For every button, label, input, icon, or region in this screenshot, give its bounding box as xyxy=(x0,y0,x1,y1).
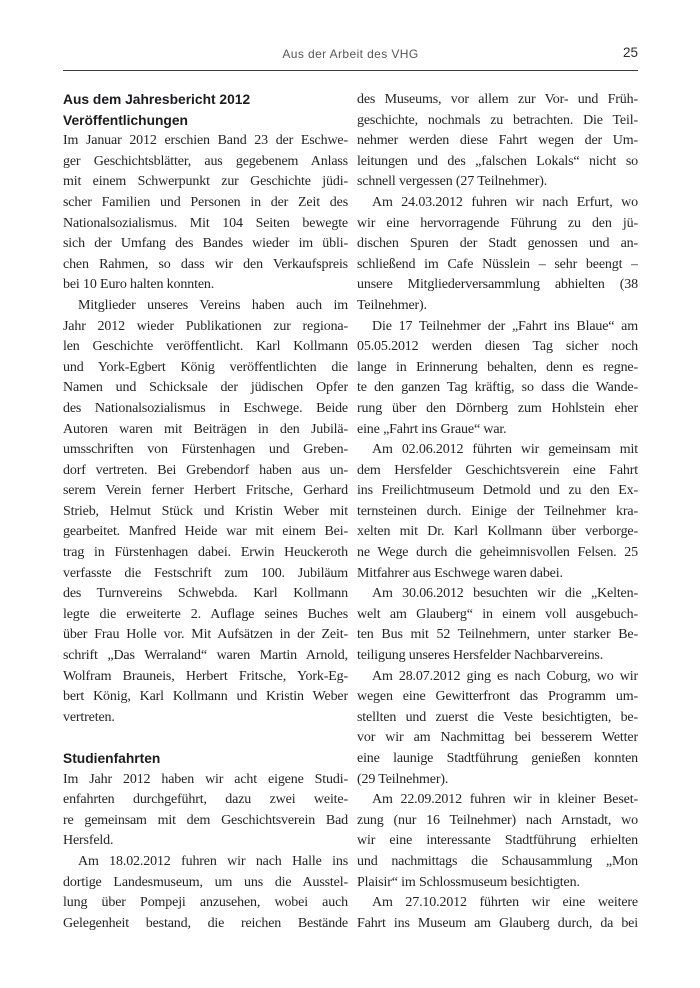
text-line: wegen eine Gewitterfront das Programm um- xyxy=(357,689,638,705)
text-line: Teilnehmer). xyxy=(357,297,427,313)
text-line: schnell vergessen (27 Teilnehmer). xyxy=(357,174,548,190)
text-line: chen Rahmen, so dass wir den Verkaufspreis xyxy=(63,256,348,272)
text-line: Im Januar 2012 erschien Band 23 der Eschwe- xyxy=(63,133,348,149)
text-line: wir eine interessante Stadtführung erhielten xyxy=(357,833,638,849)
text-line: Hersfeld. xyxy=(63,833,114,849)
text-line: geschichte, nochmals zu betrachten. Die Teil- xyxy=(357,112,638,128)
header-rule xyxy=(63,70,638,71)
text-line: Strieb, Helmut Stück und Kristin Weber mit xyxy=(63,503,348,519)
text-line: nehmer werden diese Fahrt wegen der Um- xyxy=(357,133,638,149)
text-line: über Frau Holle vor. Mit Aufsätzen in der Zeit- xyxy=(63,627,348,643)
text-columns xyxy=(63,90,638,936)
text-line: gearbeitet. Manfred Heide war mit einem Bei- xyxy=(63,524,348,540)
column-right xyxy=(357,90,638,934)
text-line: ternsteinen durch. Einige der Teilnehmer kra- xyxy=(357,503,638,519)
text-line: Namen und Schicksale der jüdischen Opfer xyxy=(63,380,348,396)
text-line: Autoren waren mit Beiträgen in den Jubilä- xyxy=(63,421,348,437)
text-line: (29 Teilnehmer). xyxy=(357,771,449,787)
text-line: Am 30.06.2012 besuchten wir die „Kelten- xyxy=(372,586,638,602)
text-line: lung über Pompeji anzusehen, wobei auch xyxy=(63,895,348,911)
text-line: Am 18.02.2012 fuhren wir nach Halle ins xyxy=(78,853,348,869)
text-line: wir eine hervorragende Führung zu den jü- xyxy=(357,215,638,231)
text-line: serem Verein ferner Herbert Fritsche, Gerhard xyxy=(63,483,348,499)
text-line: ger Geschichtsblätter, aus gegebenem Anlass xyxy=(63,153,348,169)
text-line: teiligung unseres Hersfelder Nachbarvereins. xyxy=(357,648,604,664)
text-line: verfasste die Festschrift zum 100. Jubiläum xyxy=(63,565,348,581)
text-line: trag in Fürstenhagen dabei. Erwin Heuckeroth xyxy=(63,545,348,561)
text-line: eine launige Stadtführung genießen konnten xyxy=(357,751,638,766)
text-line: re gemeinsam mit dem Geschichtsverein Bad xyxy=(63,812,348,828)
text-line: enfahrten durchgeführt, dazu zwei weite- xyxy=(63,792,348,808)
text-line: leitungen und des „falschen Lokals“ nicht so xyxy=(357,153,638,169)
text-line: xelten mit Dr. Karl Kollmann über verborge- xyxy=(357,524,638,540)
text-line: Mitfahrer aus Eschwege waren dabei. xyxy=(357,565,563,581)
text-line: unsere Mitgliederversammlung abhielten (38 xyxy=(357,277,638,293)
text-line: schließend im Cafe Nüsslein – sehr beengt – xyxy=(357,256,638,272)
text-line: zung (nur 16 Teilnehmer) nach Arnstadt, wo xyxy=(357,812,638,828)
text-line: legte die erweiterte 2. Auflage seines Buches xyxy=(63,606,348,622)
text-line: rung über den Dörnberg zum Hohlstein eher xyxy=(357,400,638,416)
text-line: scher Familien und Personen in der Zeit des xyxy=(63,194,348,210)
text-line: Die 17 Teilnehmer der „Fahrt ins Blaue“ am xyxy=(372,318,638,334)
text-line: Am 02.06.2012 führten wir gemeinsam mit xyxy=(372,442,638,458)
text-line: Am 24.03.2012 fuhren wir nach Erfurt, wo xyxy=(372,194,638,210)
text-line: eine „Fahrt ins Graue“ war. xyxy=(357,421,507,437)
text-line: umsschriften von Fürstenhagen und Greben- xyxy=(63,442,348,458)
text-line: ten Bus mit 52 Teilnehmern, unter starker Be- xyxy=(357,627,638,643)
text-line: lange in Erinnerung behalten, denn es regne- xyxy=(357,359,638,375)
text-line: ne Wege durch die geheimnisvollen Felsen. 25 xyxy=(357,545,638,561)
text-line: welt am Glauberg“ in einem voll ausgebuch- xyxy=(357,606,638,622)
section-heading: Studienfahrten xyxy=(63,751,161,766)
text-line: bert König, Karl Kollmann und Kristin Weber xyxy=(63,689,348,705)
section-heading: Aus dem Jahresbericht 2012 xyxy=(63,92,251,107)
text-line: Am 28.07.2012 ging es nach Coburg, wo wir xyxy=(372,668,638,684)
text-line: Gelegenheit bestand, die reichen Bestände xyxy=(63,915,348,931)
page-number: 25 xyxy=(622,45,638,60)
text-line: des Museums, vor allem zur Vor- und Früh- xyxy=(357,92,638,107)
text-line: vertreten. xyxy=(63,709,115,725)
text-line: 05.05.2012 werden diesen Tag sicher noch xyxy=(357,339,638,355)
text-line: dorf vertreten. Bei Grebendorf haben aus un- xyxy=(63,462,348,478)
text-line: und nachmittags die Schausammlung „Mon xyxy=(357,853,638,869)
text-line: Im Jahr 2012 haben wir acht eigene Studi- xyxy=(63,771,348,787)
text-line: Am 22.09.2012 fuhren wir in kleiner Beset- xyxy=(372,792,638,808)
text-line: Jahr 2012 wieder Publikationen zur regiona- xyxy=(63,318,348,334)
text-line: mit einem Schwerpunkt zur Geschichte jüdi- xyxy=(63,174,348,190)
text-line: schrift „Das Werraland“ waren Martin Arnold, xyxy=(63,648,348,664)
text-line: ins Freilichtmuseum Detmold und zu den Ex- xyxy=(357,483,638,499)
text-line: und York-Egbert König veröffentlichten die xyxy=(63,359,348,375)
column-left xyxy=(63,90,348,934)
section-heading: Veröffentlichungen xyxy=(63,112,188,128)
text-line: Mitglieder unseres Vereins haben auch im xyxy=(78,297,348,313)
text-line: des Turnvereins Schwebda. Karl Kollmann xyxy=(63,586,348,602)
text-line: len Geschichte veröffentlicht. Karl Kollmann xyxy=(63,339,348,355)
running-head-title: Aus der Arbeit des VHG xyxy=(282,47,419,61)
text-line: te den ganzen Tag kräftig, so dass die Wande- xyxy=(357,380,638,396)
text-line: bei 10 Euro halten konnten. xyxy=(63,277,215,293)
text-line: stellten und zuerst die Veste besichtigten, be- xyxy=(357,709,638,725)
text-line: dischen Spuren der Stadt genossen und an- xyxy=(357,236,638,252)
text-line: Plaisir“ im Schlossmuseum besichtigten. xyxy=(357,874,580,890)
text-line: vor wir am Nachmittag bei besserem Wetter xyxy=(357,730,638,746)
text-line: Fahrt ins Museum am Glauberg durch, da bei xyxy=(357,915,638,931)
text-line: sich der Umfang des Bandes wieder im übli- xyxy=(63,236,348,252)
text-line: Nationalsozialismus. Mit 104 Seiten bewegte xyxy=(63,215,348,231)
column-spacer xyxy=(63,728,348,749)
text-line: des Nationalsozialismus in Eschwege. Beide xyxy=(63,400,348,416)
text-line: Wolfram Brauneis, Herbert Fritsche, York-Eg- xyxy=(63,668,348,684)
text-line: Am 27.10.2012 führten wir eine weitere xyxy=(372,895,638,911)
text-line: dortige Landesmuseum, um uns die Ausstel- xyxy=(63,874,348,890)
text-line: dem Hersfelder Geschichtsverein eine Fahrt xyxy=(357,462,638,478)
